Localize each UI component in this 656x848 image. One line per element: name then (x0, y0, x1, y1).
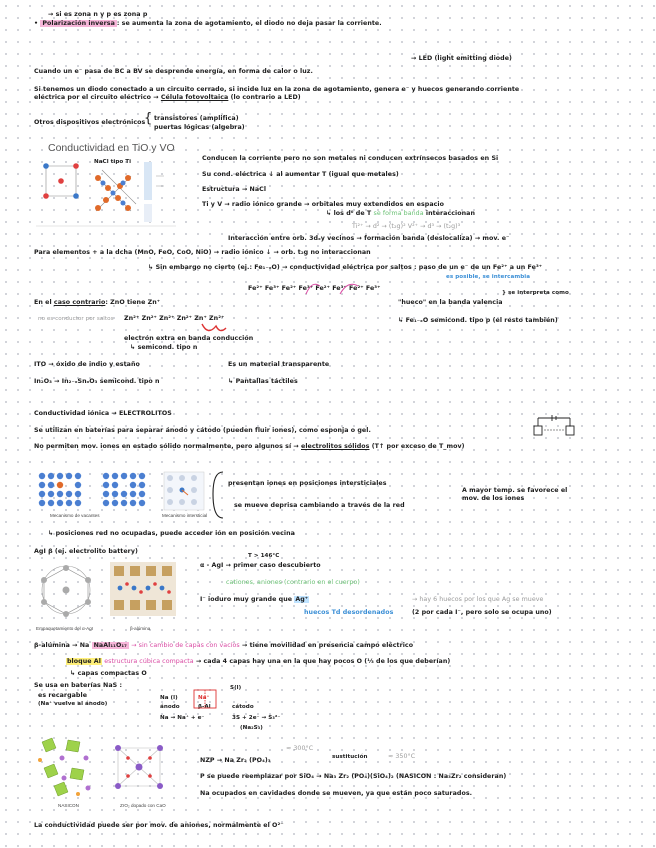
agi-huecos: huecos Td desordenados (304, 609, 394, 616)
balumina-image (108, 560, 178, 618)
agi-alfa: α - AgI → primer caso descubierto (200, 562, 321, 569)
tio-ions: Ti²⁺ → d² → (t₂g)² V²⁺ → d³ → (t₂g)³ (352, 223, 461, 230)
zno-c: : ZnO tiene Zn⁺ (105, 299, 161, 306)
balumina-a: β-alúmina → Na (34, 642, 90, 649)
electron-extra: electrón extra en banda conducción (124, 335, 254, 342)
tio-line-5 (326, 210, 475, 218)
agi-head: AgI β (ej. electrolito battery) (34, 548, 138, 555)
temp-note: ≈ 300°C (286, 745, 314, 752)
fe-row: Fe²⁺ Fe³⁺ Fe²⁺ Fe³⁺ Fe²⁺ Fe³⁺ Fe²⁺ Fe³⁺ (248, 285, 381, 292)
nzp-3: Na ocupados en cavidades donde se mueven, ya que están poco saturados. (200, 790, 473, 797)
ionica-2-a: No permiten mov. iones en estado sólido normalmente, pero algunos sí → (34, 443, 299, 450)
agi-note: → hay 6 huecos por los que Ag se mueve (412, 596, 544, 603)
agi-structure-image (34, 560, 98, 620)
semicond-n: ↳ semicond. tipo n (130, 344, 198, 351)
fe-blue-note: es posible, se intercambia (446, 274, 531, 280)
recargable-2: (Na⁺ vuelve al ánodo) (38, 701, 108, 707)
electrolitos-solidos: electrolitos sólidos (301, 443, 370, 450)
ito-3: Es un material transparente (228, 361, 330, 368)
pol-inversa-label: Polarización inversa (42, 20, 115, 27)
balumina-estructura: estructura cúbica compacta (104, 658, 194, 665)
fe-right: } se interpreta como (502, 290, 569, 296)
nas-s-red: 3S + 2e⁻ → S₃²⁻ (232, 715, 281, 721)
cap-agi: Empaquetamiento del α-AgI (36, 626, 94, 631)
tio-line-1: Conducen la corriente pero no son metales ni conducen extrínsecos basados en Si (202, 155, 499, 162)
agi-ag: Ag⁺ (295, 596, 309, 603)
balumina-bloque: bloque Al (67, 658, 101, 665)
ito-1: ITO → óxido de indio y estaño (34, 361, 140, 368)
ito-4: ↳ Pantallas táctiles (228, 378, 298, 385)
transistores: transistores (amplifica) (154, 115, 239, 122)
zro2-image (108, 738, 170, 796)
capas-compactas: ↳ capas compactas O (70, 670, 147, 677)
feo-tipo: ↳ Fe₁₋ₓO semicond. tipo p (el resto también) (398, 317, 558, 324)
zn-grey-note: no es conductor por saltos (38, 316, 114, 322)
led-note: → LED (light emitting diode) (411, 55, 512, 62)
zno-line (34, 299, 160, 307)
cap-zro2: ZrO₂ dopado con CaO (120, 803, 166, 808)
presentan: presentan iones en posiciones intersticiales (228, 480, 387, 487)
battery-circuit-icon (530, 414, 578, 438)
nas-nas3: (Na₂S₃) (240, 725, 263, 731)
ionica-1: Se utilizan en baterías para separar ánodo y cátodo (pueden fluir iones), como esponja o gel. (34, 427, 371, 434)
nzp-line: NZP → Na Zr₂ (PO₄)₃ (200, 757, 271, 764)
cap-vacantes: Mecanismo de vacantes (50, 513, 100, 518)
nas-na-label: Na (l) (160, 695, 178, 701)
tio-line-5-b: interaccionan (425, 210, 475, 217)
agi-por: (2 por cada I⁻, pero solo se ocupa uno) (412, 609, 552, 616)
pol-inversa-text: : se aumenta la zona de agotamiento, el diodo no deja pasar la corriente. (116, 20, 382, 27)
line-si-2 (34, 94, 301, 102)
recargable-1: es recargable (38, 692, 88, 699)
tio-line-5-a: ↳ los d⁰ de T (326, 210, 372, 217)
puertas: puertas lógicas (algebra) (154, 124, 245, 131)
balumina-c: → tiene movilidad en presencia campo eléctrico (242, 642, 414, 649)
interstitial-mechanism-image (160, 468, 208, 514)
ito-2: In₂O₃ → In₂₋ₓSnₓO₃ semicond. tipo n (34, 378, 160, 385)
tio-title: Conductividad en TiO y VO (48, 142, 175, 154)
line-si-1: Si tenemos un diodo conectado a un circuito cerrado, si incide luz en la zona de agotamiento, genera e⁻ y huecos generando corriente (34, 86, 520, 93)
agi-ioduro-a: I⁻ ioduro muy grande que (200, 596, 293, 603)
balumina-b: NaAl₁₁O₁₇ (93, 642, 127, 649)
nas-catodo: cátodo (232, 704, 254, 710)
posiciones: ↳ posiciones red no ocupadas, puede acceder ión en posición vecina (48, 530, 295, 537)
line-si-2-c: (lo contrario a LED) (230, 94, 301, 101)
top-note: → si es zona n y p es zona p (48, 11, 148, 18)
nas-na-ox: Na → Na⁺ + e⁻ (160, 715, 205, 721)
ionica-2 (34, 443, 465, 451)
fe-jump-arrows-icon (300, 276, 380, 298)
balumina-pink: → sin cambio de capas con vacíos (131, 642, 240, 649)
mayor-temp: A mayor temp. se favorece el mov. de los iones (462, 487, 568, 502)
zno-a: En el (34, 299, 52, 306)
ionica-2-c: (T↑ por exceso de T_mov) (371, 443, 465, 450)
nas-mid: Na⁺ (198, 695, 210, 701)
nzp-2: P se puede reemplazar por SiO₄ → Na₃ Zr₂ (PO₄)(SiO₄)₂ (NASICON : Na₃Zr₂ consideran) (200, 773, 507, 780)
tio-crystal-image (36, 156, 186, 230)
otros-dispositivos: Otros dispositivos electrónicos (34, 119, 146, 126)
tio-line-2: Su cond. eléctrica ↓ al aumentar T (igual que metales) (202, 171, 399, 178)
line-foton: Cuando un e⁻ pasa de BC a BV se desprende energía, en forma de calor o luz. (34, 68, 313, 75)
pol-inversa-line: • Polarización inversa : se aumenta la zona de agotamiento, el diodo no deja pasar la corriente. (34, 20, 382, 27)
ionica-title: Conductividad iónica → ELECTROLITOS (34, 410, 172, 417)
cap-intersticial: Mecanismo intersticial (162, 513, 208, 518)
balumina-line-2 (66, 658, 450, 666)
vacancy-mechanism-image (36, 470, 176, 514)
last-line: La conductividad puede ser por mov. de aniones, normalmente el O²⁻ (34, 822, 284, 829)
tio-line-4: Ti y V → radio iónico grande → orbitales muy extendidos en espacio (202, 201, 445, 208)
agi-temp: T > 146°C (248, 553, 280, 559)
celula-fotovoltaica: Célula fotovoltaica (160, 94, 229, 101)
cap-balumina: β-alúmina (130, 626, 151, 631)
para-elementos: Para elementos + a la dcha (MnO, FeO, CoO, NiO) → radio iónico ↓ → orb. t₂g no interaccionan (34, 249, 371, 256)
baterias-nas: Se usa en baterías NaS : (34, 682, 123, 689)
sustitucion: sustitución (332, 754, 368, 760)
tio-forman-banda: se forma banda (373, 210, 424, 217)
agi-green-note: cationes, aniones (contrario en el cuerpo) (226, 579, 360, 586)
temp-2: ≈ 350°C (388, 753, 416, 760)
tio-line-6: Interacción entre orb. 3dₓy vecinos → formación banda (deslocaliza) → mov. e⁻ (228, 235, 510, 242)
tio-img-label: NaCl tipo Ti (94, 159, 132, 165)
tio-line-3: Estructura → NaCl (202, 186, 267, 193)
brace-icon: { (144, 111, 153, 126)
nas-separator-icon (190, 686, 220, 712)
nas-anodo: ánodo (160, 704, 180, 710)
balumina-line-1 (34, 642, 413, 650)
fe-line: ↳ Sin embargo no cierto (ej.: Fe₁₋ₓO) → conductividad eléctrica por saltos : paso de un e⁻ de un Fe²⁺ a un Fe³⁺ (148, 264, 543, 271)
zno-caso-contrario: caso contrario (53, 299, 106, 306)
line-si-2-a: eléctrica por el circuito eléctrico → (34, 94, 159, 101)
se-mueve: se mueve deprisa cambiando a través de la red (234, 502, 405, 509)
hueco-note: "hueco" en la banda valencia (398, 299, 503, 306)
nas-s-label: S(l) (230, 685, 242, 691)
cap-nasicon: NASICON (58, 803, 79, 808)
agi-ioduro (200, 596, 309, 604)
zn-row: Zn²⁺ Zn²⁺ Zn²⁺ Zn²⁺ Zn⁺ Zn²⁺ (124, 315, 225, 322)
nasicon-image (34, 734, 98, 798)
balumina-d3: → cada 4 capas hay una en la que hay pocos O (⅓ de los que deberían) (195, 658, 451, 665)
nas-mid-2: β-Al (198, 704, 211, 710)
big-brace-icon (209, 470, 225, 520)
